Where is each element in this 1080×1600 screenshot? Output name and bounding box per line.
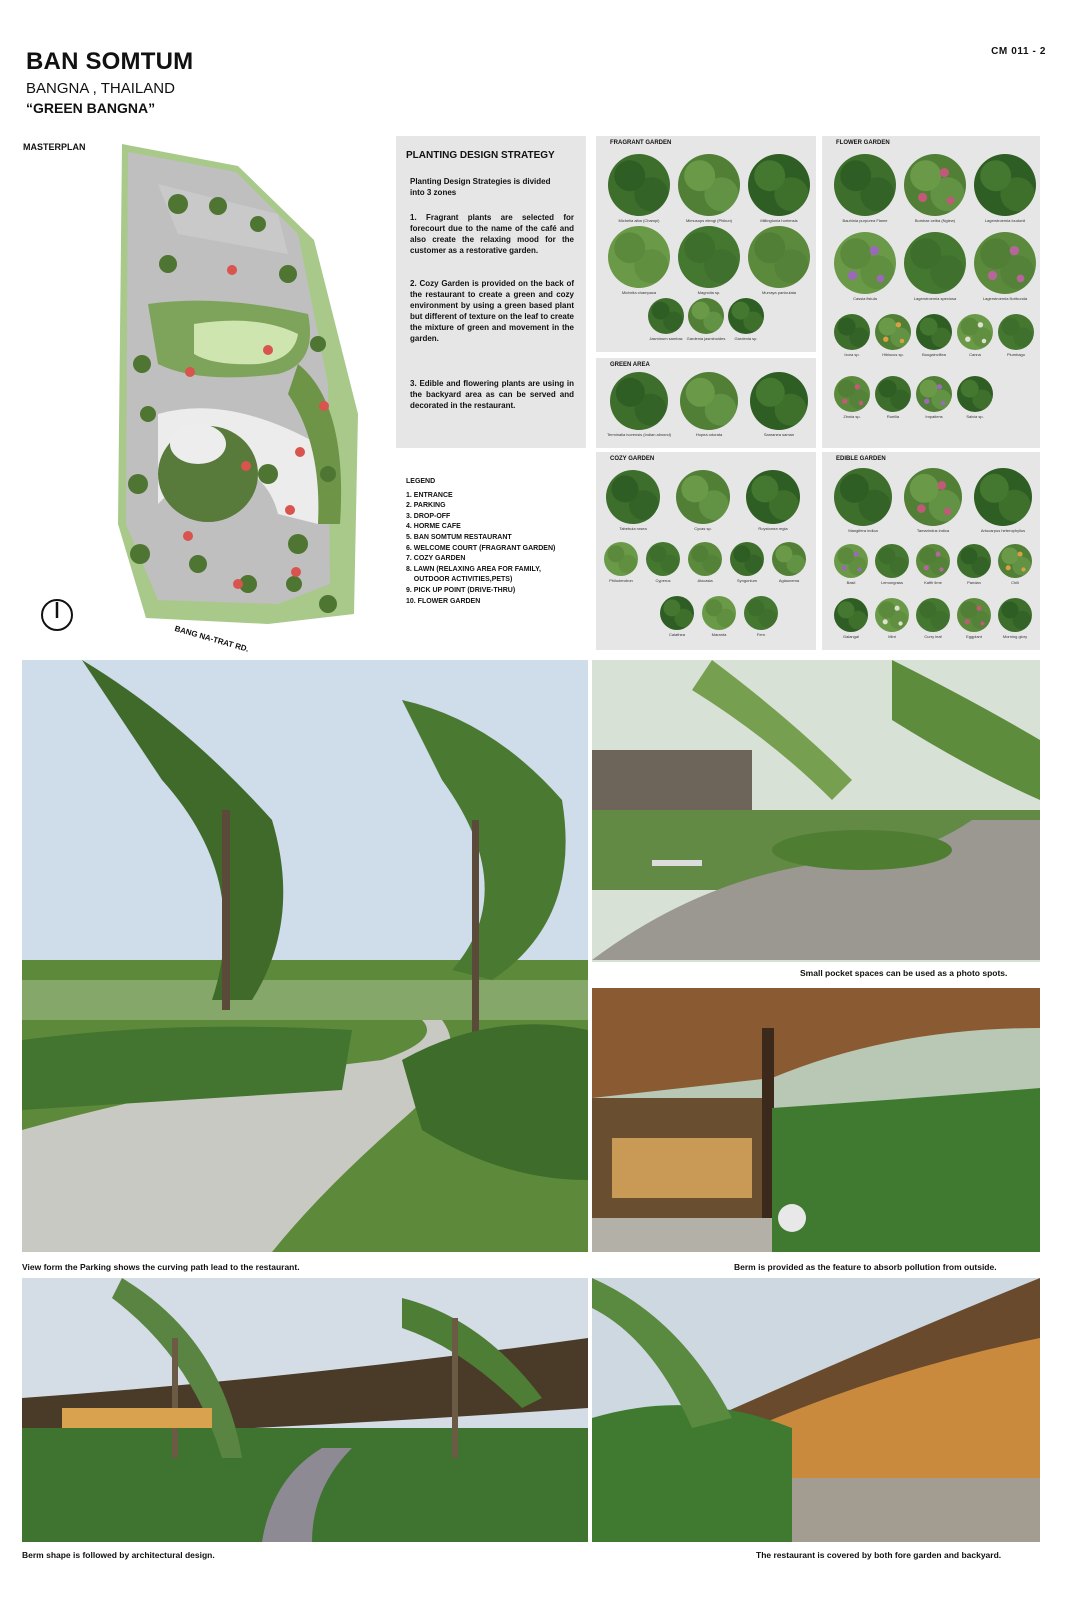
plant-photo xyxy=(648,298,684,334)
legend-item: 10. FLOWER GARDEN xyxy=(406,597,481,605)
strategy-point: 3. Edible and flowering plants are using in the backyard area as can be served and decorated in the restaurant. xyxy=(410,379,574,410)
plant-caption: Mint xyxy=(888,634,896,639)
flower-garden-panel xyxy=(822,136,1040,448)
legend-item: 1. ENTRANCE xyxy=(406,491,453,499)
plant-photo xyxy=(748,154,810,216)
plant-caption: Eggplant xyxy=(966,634,982,639)
panel-title: EDIBLE GARDEN xyxy=(836,456,886,462)
plant-photo xyxy=(606,470,660,524)
legend-item: 7. COZY GARDEN xyxy=(406,555,466,563)
plant-caption: Salvia sp. xyxy=(966,414,984,419)
legend-item: 2. PARKING xyxy=(406,502,446,510)
plant-caption: Alocasia xyxy=(697,578,713,583)
plant-photo xyxy=(957,544,991,578)
plant-caption: Pandan xyxy=(967,580,981,585)
strategy-intro: Planting Design Strategies is divided into 3 zones xyxy=(410,177,551,197)
plant-photo xyxy=(744,596,778,630)
plant-photo xyxy=(660,596,694,630)
plant-caption: Samanea saman xyxy=(763,432,795,437)
plant-photo xyxy=(728,298,764,334)
plant-photo xyxy=(974,468,1032,526)
legend xyxy=(406,477,555,607)
plant-caption: Jasminum sambac xyxy=(649,336,683,341)
plant-photo xyxy=(916,314,952,350)
location-subtitle: BANGNA , THAILAND xyxy=(26,80,175,97)
strategy-point: 1. Fragrant plants are selected for forecourt due to the name of the café and also create the relaxing mood for the customer as a restorative garden. xyxy=(410,213,574,255)
panel-title: GREEN AREA xyxy=(610,362,650,368)
plant-photo xyxy=(904,468,962,526)
green-area-panel xyxy=(596,358,816,448)
plant-photo xyxy=(875,376,911,412)
strategy-point: 2. Cozy Garden is provided on the back of the restaurant to create a green and cozy environment by using a green based plant but different of texture on the leaf to create the mixture of green and movement in the garden. xyxy=(410,279,574,343)
legend-item: 8. LAWN (RELAXING AREA FOR FAMILY, xyxy=(406,565,541,573)
plant-caption: Tamarindus indica xyxy=(916,528,950,533)
north-arrow-icon xyxy=(40,598,74,632)
legend-item: 4. HORME CAFE xyxy=(406,523,461,531)
photo-caption: Small pocket spaces can be used as a photo spots. xyxy=(800,968,1008,978)
photo-caption: Berm is provided as the feature to absorb pollution from outside. xyxy=(734,1262,997,1272)
sheet-code: CM 011 - 2 xyxy=(991,46,1046,57)
plant-caption: Murraya paniculata xyxy=(761,290,797,295)
plant-caption: Lagerstroemia speciosa xyxy=(913,296,957,301)
plant-photo xyxy=(676,470,730,524)
plant-caption: Gardenia sp. xyxy=(734,336,758,341)
plant-photo xyxy=(834,314,870,350)
legend-title: LEGEND xyxy=(406,478,436,485)
plant-photo xyxy=(974,232,1036,294)
plant-photo xyxy=(604,542,638,576)
legend-item: 5. BAN SOMTUM RESTAURANT xyxy=(406,533,512,541)
photo-caption: View form the Parking shows the curving path lead to the restaurant. xyxy=(22,1262,300,1272)
plant-caption: Magnolia sp. xyxy=(697,290,721,295)
plant-photo xyxy=(957,598,991,632)
legend-item: 9. PICK UP POINT (DRIVE-THRU) xyxy=(406,586,516,594)
photo-berm-cafe xyxy=(592,988,1040,1252)
plant-photo xyxy=(974,154,1036,216)
plant-caption: Lagerstroemia floribunda xyxy=(982,296,1028,301)
photo-covered-restaurant xyxy=(592,1278,1040,1542)
plant-photo xyxy=(875,544,909,578)
photo-pocket-space xyxy=(592,660,1040,962)
legend-item: OUTDOOR ACTIVITIES,PETS) xyxy=(406,576,513,584)
plant-caption: Plumbago xyxy=(1006,352,1025,357)
plant-photo xyxy=(998,314,1034,350)
plant-caption: Basil xyxy=(846,580,856,585)
plant-caption: Lemongrass xyxy=(880,580,903,585)
cozy-garden-panel xyxy=(596,452,816,650)
plant-caption: Mimusops elengi (Phikun) xyxy=(685,218,733,223)
plant-photo xyxy=(957,376,993,412)
plant-photo xyxy=(688,298,724,334)
plant-caption: Gardenia jasminoides xyxy=(686,336,726,341)
plant-photo xyxy=(916,598,950,632)
photo-berm-shape xyxy=(22,1278,588,1542)
plant-caption: Roystonea regia xyxy=(758,526,788,531)
plant-caption: Syngonium xyxy=(736,578,757,583)
plant-photo xyxy=(834,232,896,294)
plant-caption: Ruellia xyxy=(886,414,900,419)
plant-caption: Philodendron xyxy=(609,578,633,583)
plant-photo xyxy=(904,154,966,216)
plant-photo xyxy=(608,226,670,288)
plant-photo xyxy=(730,542,764,576)
plant-caption: Cassia fistula xyxy=(853,296,877,301)
photo-parking-view xyxy=(22,660,588,1252)
plant-caption: Terminalia ivorensis (Indian almond) xyxy=(606,432,672,437)
project-tagline: “GREEN BANGNA” xyxy=(26,100,156,116)
plant-photo xyxy=(998,544,1032,578)
plant-caption: Zinnia sp. xyxy=(843,414,861,419)
plant-caption: Fern xyxy=(756,632,766,637)
plant-photo xyxy=(608,154,670,216)
edible-garden-panel xyxy=(822,452,1040,650)
plant-photo xyxy=(834,468,892,526)
plant-caption: Cycas sp. xyxy=(694,526,712,531)
road-label: BANG NA-TRAT RD. xyxy=(173,624,250,654)
masterplan-drawing xyxy=(118,144,364,640)
fragrant-garden-panel xyxy=(596,136,816,352)
legend-item: 6. WELCOME COURT (FRAGRANT GARDEN) xyxy=(406,544,556,552)
plant-caption: Michelia alba (Champi) xyxy=(618,218,660,223)
plant-caption: Morning glory xyxy=(1002,634,1028,639)
plant-photo xyxy=(875,598,909,632)
plant-photo xyxy=(748,226,810,288)
plant-caption: Cyperus xyxy=(655,578,671,583)
plant-caption: Mangifera indica xyxy=(848,528,878,533)
plant-photo xyxy=(998,598,1032,632)
plant-caption: Galangal xyxy=(842,634,859,639)
plant-photo xyxy=(750,372,808,430)
plant-caption: Lagerstroemia loudonii xyxy=(984,218,1026,223)
plant-photo xyxy=(772,542,806,576)
plant-photo xyxy=(916,544,950,578)
plant-caption: Bougainvillea xyxy=(922,352,946,357)
plant-caption: Artocarpus heterophyllus xyxy=(980,528,1026,533)
plant-caption: Ixora sp. xyxy=(844,352,860,357)
plant-photo xyxy=(702,596,736,630)
plant-photo xyxy=(834,598,868,632)
plant-photo xyxy=(688,542,722,576)
plant-photo xyxy=(678,154,740,216)
plant-photo xyxy=(834,376,870,412)
plant-caption: Kaffir lime xyxy=(924,580,942,585)
plant-photo xyxy=(957,314,993,350)
plant-photo xyxy=(680,372,738,430)
plant-caption: Curry leaf xyxy=(924,634,942,639)
legend-item: 3. DROP-OFF xyxy=(406,512,451,520)
plant-photo xyxy=(678,226,740,288)
plant-photo xyxy=(834,154,896,216)
plant-caption: Michelia champaca xyxy=(621,290,657,295)
plant-caption: Maranta xyxy=(711,632,727,637)
plant-caption: Bombax ceiba (Ngiew) xyxy=(914,218,956,223)
plant-caption: Aglaonema xyxy=(778,578,800,583)
panel-title: FRAGRANT GARDEN xyxy=(610,140,672,146)
plant-photo xyxy=(916,376,952,412)
panel-title: FLOWER GARDEN xyxy=(836,140,890,146)
plant-caption: Bauhinia purpurea Flame xyxy=(842,218,888,223)
plant-photo xyxy=(746,470,800,524)
plant-caption: Tabebuia rosea xyxy=(619,526,647,531)
plant-caption: Hibiscus sp. xyxy=(882,352,904,357)
planting-strategy-box xyxy=(396,136,586,448)
plant-caption: Calathea xyxy=(668,632,685,637)
photo-caption: Berm shape is followed by architectural design. xyxy=(22,1550,215,1560)
strategy-title: PLANTING DESIGN STRATEGY xyxy=(406,150,555,161)
plant-photo xyxy=(610,372,668,430)
plant-caption: Chili xyxy=(1011,580,1019,585)
plant-caption: Impatiens xyxy=(925,414,943,419)
page-title: BAN SOMTUM xyxy=(26,48,194,75)
plant-caption: Hopea odorata xyxy=(695,432,723,437)
plant-photo xyxy=(834,544,868,578)
plant-caption: Canna xyxy=(969,352,981,357)
panel-title: COZY GARDEN xyxy=(610,456,655,462)
plant-photo xyxy=(646,542,680,576)
plant-photo xyxy=(904,232,966,294)
plant-caption: Millingtonia hortensis xyxy=(760,218,798,223)
photo-caption: The restaurant is covered by both fore garden and backyard. xyxy=(756,1550,1002,1560)
plant-photo xyxy=(875,314,911,350)
masterplan-label: MASTERPLAN xyxy=(23,142,86,152)
